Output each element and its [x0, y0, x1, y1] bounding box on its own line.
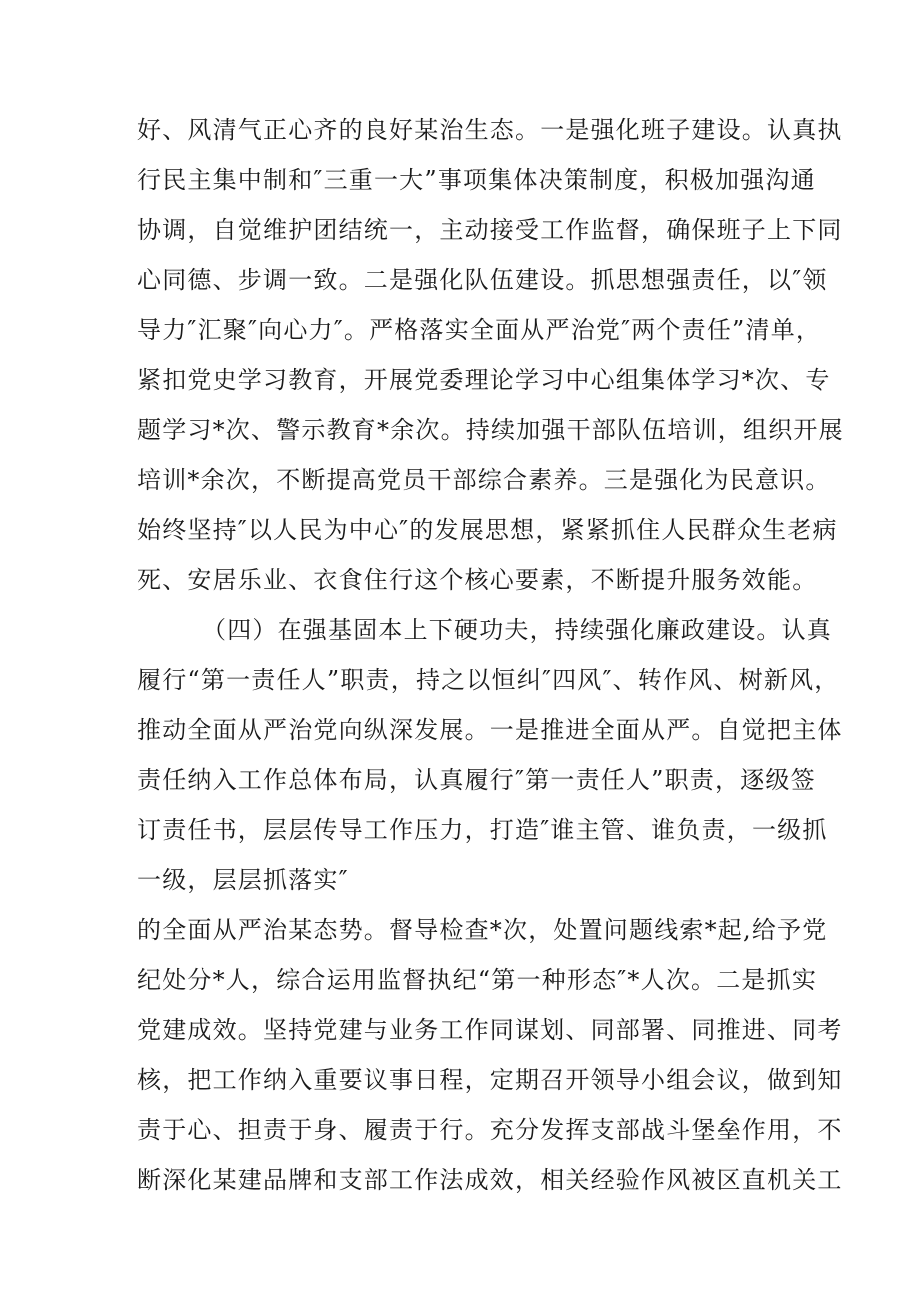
- text-line: 推动全面从严治党向纵深发展。一是推进全面从严。自觉把主体: [137, 716, 843, 744]
- text-line: 死、安居乐业、衣食住行这个核心要素，不断提升服务效能。: [137, 566, 818, 594]
- text-line: 始终坚持″以人民为中心″的发展思想，紧紧抓住人民群众生老病: [137, 516, 838, 544]
- text-line: 协调，自觉维护团结统一，主动接受工作监督，确保班子上下同: [137, 216, 843, 244]
- text-line: 履行“第一责任人”职责，持之以恒纠″四风″、转作风、树新风，: [137, 666, 840, 694]
- text-line: 一级，层层抓落实″: [137, 866, 349, 894]
- text-line: 心同德、步调一致。二是强化队伍建设。抓思想强责任，以″领: [137, 266, 828, 294]
- text-line: 导力″汇聚″向心力″。严格落实全面从严治党″两个责任”清单，: [137, 316, 822, 344]
- text-line: 订责任书，层层传导工作压力，打造″谁主管、谁负责，一级抓: [137, 816, 828, 844]
- text-line: 断深化某建品牌和支部工作法成效，相关经验作风被区直机关工: [137, 1166, 843, 1194]
- text-line: 紧扣党史学习教育，开展党委理论学习中心组集体学习*次、专: [137, 366, 831, 394]
- text-line: 党建成效。坚持党建与业务工作同谋划、同部署、同推进、同考: [137, 1016, 843, 1044]
- section-heading-line: （四）在强基固本上下硬功夫，持续强化廉政建设。认真: [202, 616, 832, 644]
- text-line: 核，把工作纳入重要议事日程，定期召开领导小组会议，做到知: [137, 1066, 843, 1094]
- text-line: 的全面从严治某态势。督导检查*次，处置问题线索*起,给予党: [137, 916, 828, 944]
- text-line: 责任纳入工作总体布局，认真履行″第一责任人”职责，逐级签: [137, 766, 816, 794]
- text-line: 责于心、担责于身、履责于行。充分发挥支部战斗堡垒作用，不: [137, 1116, 843, 1144]
- text-line: 培训*余次，不断提高党员干部综合素养。三是强化为民意识。: [137, 466, 831, 494]
- text-line: 题学习*次、警示教育*余次。持续加强干部队伍培训，组织开展: [137, 416, 844, 444]
- text-line: 好、风清气正心齐的良好某治生态。一是强化班子建设。认真执: [137, 116, 843, 144]
- text-line: 纪处分*人，综合运用监督执纪“第一种形态″*人次。二是抓实: [137, 966, 818, 994]
- text-line: 行民主集中制和″三重一大”事项集体决策制度，积极加强沟通: [137, 166, 816, 194]
